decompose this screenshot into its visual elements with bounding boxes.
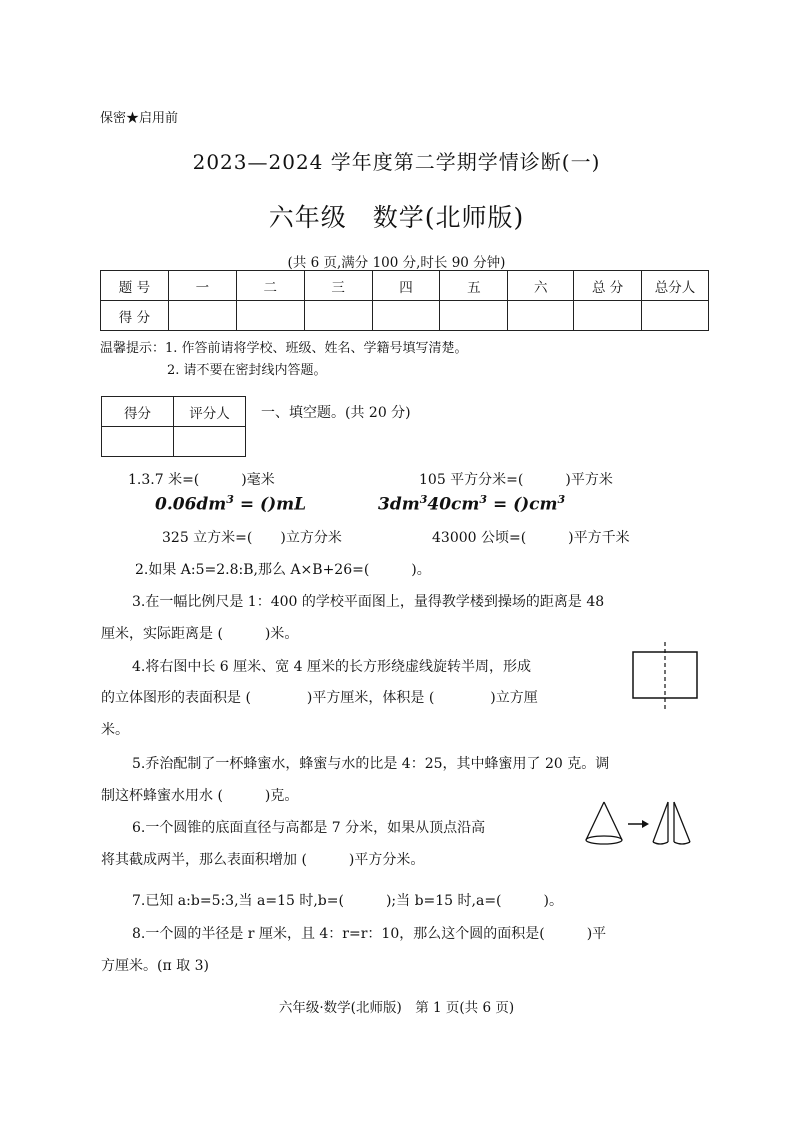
- table-cell: 一: [168, 271, 236, 301]
- grader-name-label: 评分人: [174, 397, 246, 427]
- section-1-title: 一、填空题。(共 20 分): [261, 405, 411, 421]
- q2: 2.如果 A:5=2.8:B,那么 A×B+26=( )。: [135, 562, 431, 578]
- table-cell: 得 分: [101, 301, 169, 331]
- grader-score-cell[interactable]: [102, 427, 174, 457]
- score-cell[interactable]: [304, 301, 372, 331]
- q4-line-2: 的立体图形的表面积是 ( )平方厘米，体积是 ( )立方厘: [101, 690, 538, 706]
- score-table: [100, 270, 709, 331]
- q5-line-2: 制这杯蜂蜜水用水 ( )克。: [101, 788, 299, 804]
- score-cell[interactable]: [508, 301, 574, 331]
- q3-line-1: 3.在一幅比例尺是 1：400 的学校平面图上，量得教学楼到操场的距离是 48: [132, 594, 605, 610]
- q4-line-3: 米。: [101, 722, 129, 738]
- q1-a: 1.3.7 米=( )毫米: [128, 472, 275, 488]
- tips-line-2: 2. 请不要在密封线内答题。: [167, 363, 327, 378]
- confidential-mark: 保密★启用前: [100, 111, 179, 126]
- q1-b: 105 平方分米=( )平方米: [419, 472, 613, 488]
- q1-e: 325 立方米=( )立方分米: [162, 530, 342, 546]
- q1-c: $0.06dm^3 = ()mL$: [155, 493, 307, 515]
- table-cell: 总分人: [642, 271, 709, 301]
- grader-box: [101, 396, 246, 457]
- score-cell[interactable]: [168, 301, 236, 331]
- q8-line-2: 方厘米。(π 取 3): [101, 958, 209, 974]
- q8-line-1: 8.一个圆的半径是 r 厘米，且 4：r=r：10，那么这个圆的面积是( )平: [132, 926, 607, 942]
- q1-f: 43000 公顷=( )平方千米: [432, 530, 630, 546]
- table-cell: 总 分: [574, 271, 642, 301]
- table-cell: 二: [236, 271, 304, 301]
- grader-name-cell[interactable]: [174, 427, 246, 457]
- score-cell[interactable]: [642, 301, 709, 331]
- exam-title: 2023—2024 学年度第二学期学情诊断(一): [192, 150, 601, 174]
- cone-icon: [586, 802, 622, 844]
- score-cell[interactable]: [440, 301, 508, 331]
- exam-subtitle: 六年级 数学(北师版): [268, 203, 525, 232]
- score-table-score-row: [101, 301, 709, 331]
- q7: 7.已知 a:b=5:3,当 a=15 时,b=( );当 b=15 时,a=( )。: [132, 893, 563, 909]
- q1-d: $3dm^340cm^3 = ()cm^3$: [378, 493, 566, 515]
- score-cell[interactable]: [574, 301, 642, 331]
- table-cell: 三: [304, 271, 372, 301]
- arrow-right-icon: [628, 820, 649, 828]
- tips-line-1: 温馨提示：1. 作答前请将学校、班级、姓名、学籍号填写清楚。: [100, 341, 468, 356]
- q3-line-2: 厘米，实际距离是 ( )米。: [101, 626, 299, 642]
- grader-score-label: 得分: [102, 397, 174, 427]
- table-cell: 五: [440, 271, 508, 301]
- score-cell[interactable]: [236, 301, 304, 331]
- q6-line-2: 将其截成两半，那么表面积增加 ( )平方分米。: [101, 852, 425, 868]
- q4-line-1: 4.将右图中长 6 厘米、宽 4 厘米的长方形绕虚线旋转半周，形成: [132, 659, 531, 675]
- score-table-header-row: [101, 271, 709, 301]
- cone-cut-figure: [582, 798, 697, 850]
- table-cell: 六: [508, 271, 574, 301]
- rectangle-rotation-figure: [625, 640, 705, 712]
- half-cones-icon: [653, 802, 690, 844]
- table-cell: 题 号: [101, 271, 169, 301]
- q6-line-1: 6.一个圆锥的底面直径与高都是 7 分米，如果从顶点沿高: [132, 820, 486, 836]
- page-footer: 六年级·数学(北师版) 第 1 页(共 6 页): [278, 1000, 515, 1016]
- exam-info: (共 6 页,满分 100 分,时长 90 分钟): [287, 255, 506, 271]
- table-cell: 四: [372, 271, 440, 301]
- score-cell[interactable]: [372, 301, 440, 331]
- q5-line-1: 5.乔治配制了一杯蜂蜜水，蜂蜜与水的比是 4：25，其中蜂蜜用了 20 克。调: [132, 756, 610, 772]
